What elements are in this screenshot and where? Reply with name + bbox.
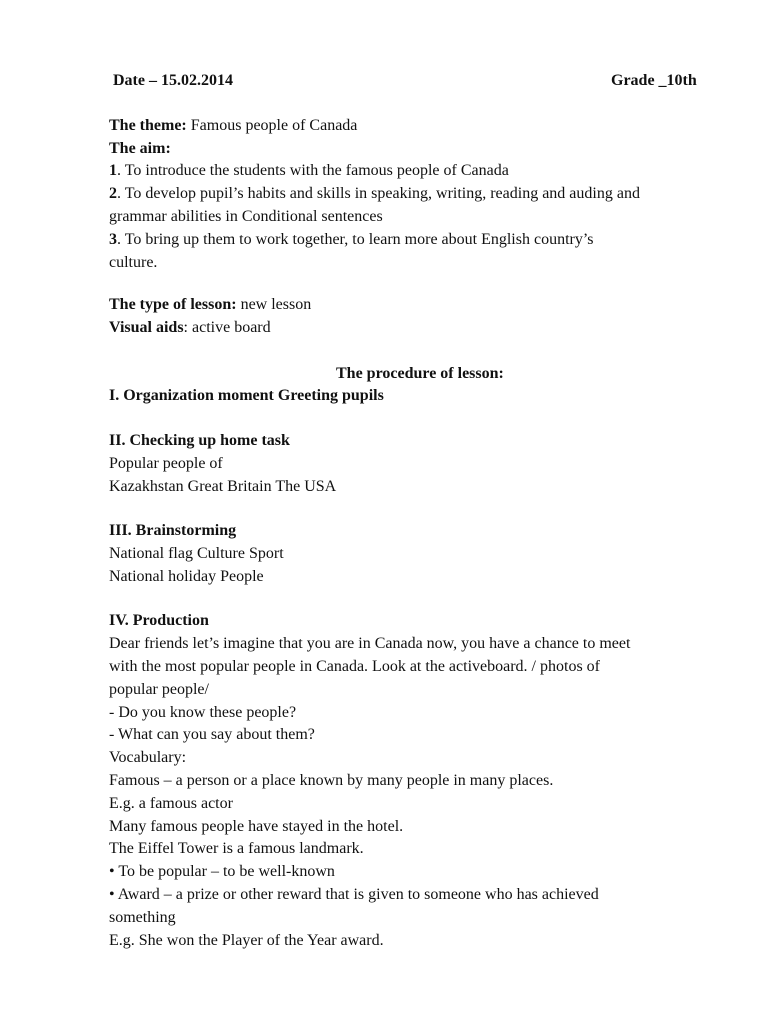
- aim-item-3-continued: culture.: [109, 254, 158, 271]
- section-4-line: The Eiffel Tower is a famous landmark.: [109, 840, 364, 857]
- aim-item-text: . To develop pupil’s habits and skills in speaking, writing, reading and auding and: [117, 185, 640, 202]
- section-4-line: Famous – a person or a place known by many people in many places.: [109, 772, 554, 789]
- lesson-grade: Grade _10th: [611, 72, 697, 89]
- section-4-line: Vocabulary:: [109, 749, 187, 766]
- theme-value: Famous people of Canada: [186, 117, 358, 134]
- procedure-title: The procedure of lesson:: [336, 365, 504, 382]
- theme-label: The theme:: [109, 117, 187, 134]
- section-2-line: Popular people of: [109, 455, 223, 472]
- type-of-lesson-value: new lesson: [236, 296, 312, 313]
- aim-label: The aim:: [109, 140, 171, 157]
- aim-item-1: [109, 159, 509, 182]
- section-4-line: - What can you say about them?: [109, 726, 315, 743]
- section-2-line: Kazakhstan Great Britain The USA: [109, 478, 337, 495]
- lesson-date: Date – 15.02.2014: [113, 72, 233, 89]
- section-2-number: II: [109, 432, 122, 449]
- section-4-heading: IV. Production: [109, 612, 209, 629]
- section-4-line: something: [109, 909, 176, 926]
- section-4-line: Dear friends let’s imagine that you are in Canada now, you have a chance to meet: [109, 635, 631, 652]
- section-1-heading: I. Organization moment Greeting pupils: [109, 387, 384, 404]
- type-of-lesson-label: The type of lesson:: [109, 296, 237, 313]
- section-4-line: with the most popular people in Canada. Look at the activeboard. / photos of: [109, 658, 600, 675]
- aim-item-2-continued: grammar abilities in Conditional sentences: [109, 208, 383, 225]
- section-4-line: E.g. a famous actor: [109, 795, 233, 812]
- aim-item-number: 1: [109, 162, 117, 179]
- section-4-line: • To be popular – to be well-known: [109, 863, 335, 880]
- theme-line: [109, 114, 357, 137]
- section-3-heading: III. Brainstorming: [109, 522, 237, 539]
- aim-item-2: [109, 182, 640, 205]
- aim-item-number: 3: [109, 231, 117, 248]
- aim-item-text: . To introduce the students with the famous people of Canada: [117, 162, 509, 179]
- section-4-line: • Award – a prize or other reward that is given to someone who has achieved: [109, 886, 599, 903]
- section-4-line: E.g. She won the Player of the Year award.: [109, 932, 384, 949]
- visual-aids-value: : active board: [183, 319, 271, 336]
- type-of-lesson-line: [109, 293, 311, 316]
- section-3-line: National flag Culture Sport: [109, 545, 284, 562]
- section-4-line: Many famous people have stayed in the hotel.: [109, 818, 404, 835]
- aim-item-3: [109, 228, 594, 251]
- visual-aids-line: [109, 316, 271, 339]
- section-4-line: popular people/: [109, 681, 209, 698]
- section-2-heading: [109, 429, 290, 452]
- section-2-title: . Checking up home task: [121, 432, 290, 449]
- aim-item-text: . To bring up them to work together, to learn more about English country’s: [117, 231, 594, 248]
- visual-aids-label: Visual aids: [109, 319, 184, 336]
- aim-item-number: 2: [109, 185, 117, 202]
- section-3-line: National holiday People: [109, 568, 264, 585]
- section-4-line: - Do you know these people?: [109, 704, 297, 721]
